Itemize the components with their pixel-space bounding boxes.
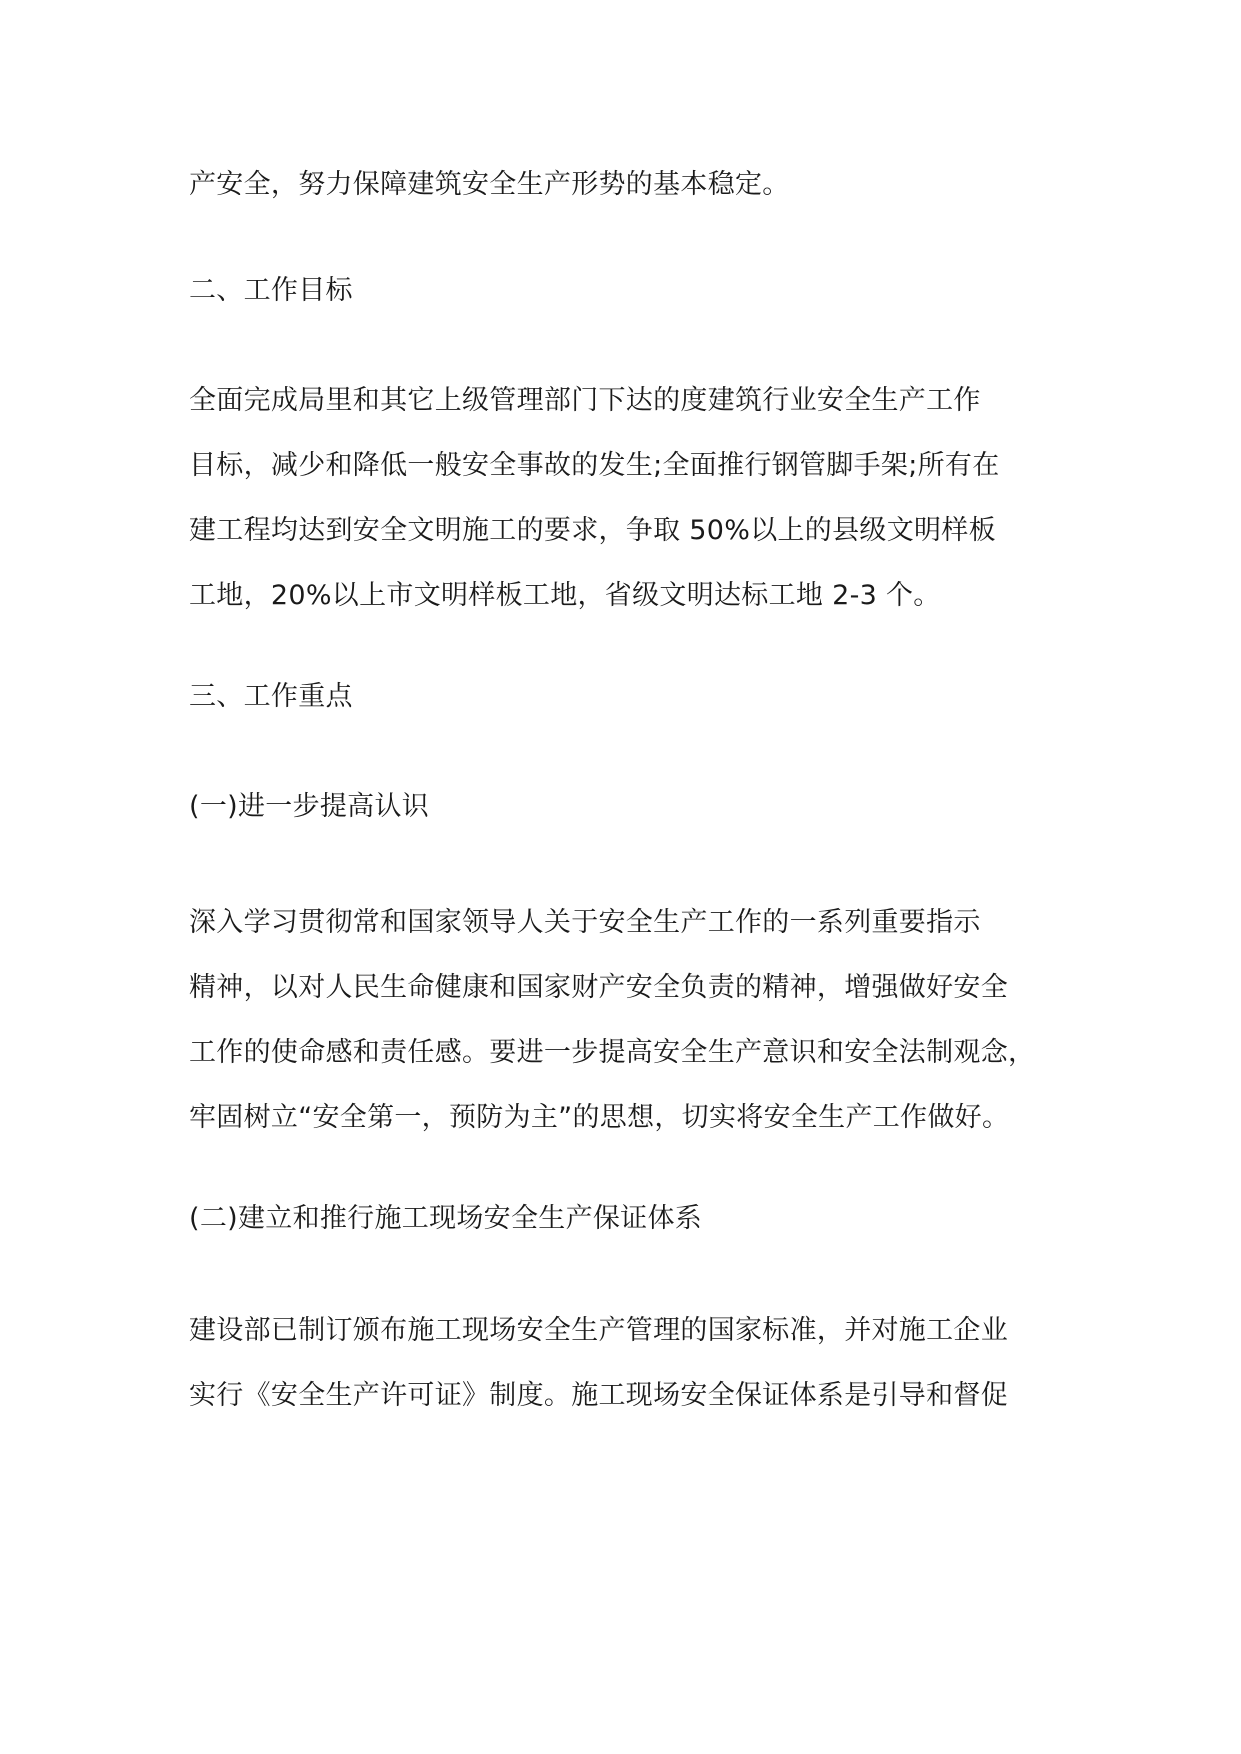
subheading-awareness [189, 774, 1069, 839]
subheading-text: (一)进一步提高认识 [189, 791, 430, 822]
paragraph-intro-ending [189, 152, 1069, 217]
subheading-text: (二)建立和推行施工现场安全生产保证体系 [189, 1203, 703, 1234]
text-line: 牢固树立“安全第一，预防为主”的思想，切实将安全生产工作做好。 [189, 1102, 1010, 1133]
text-line: 全面完成局里和其它上级管理部门下达的度建筑行业安全生产工作 [189, 385, 981, 416]
paragraph-safety-system [189, 1298, 1069, 1428]
heading-text: 二、工作目标 [189, 275, 353, 306]
text-line: 产安全，努力保障建筑安全生产形势的基本稳定。 [189, 169, 790, 200]
paragraph-goals [189, 368, 1069, 628]
subheading-safety-system [189, 1186, 1069, 1251]
text-line: 深入学习贯彻常和国家领导人关于安全生产工作的一系列重要指示 [189, 907, 981, 938]
paragraph-awareness [189, 890, 1069, 1150]
heading-text: 三、工作重点 [189, 681, 353, 712]
text-line: 精神，以对人民生命健康和国家财产安全负责的精神，增强做好安全 [189, 972, 1008, 1003]
text-line: 工地，20%以上市文明样板工地，省级文明达标工地 2-3 个。 [189, 580, 941, 611]
text-line: 建工程均达到安全文明施工的要求，争取 50%以上的县级文明样板 [189, 515, 996, 546]
text-line: 工作的使命感和责任感。要进一步提高安全生产意识和安全法制观念， [189, 1037, 1036, 1068]
text-line: 目标，减少和降低一般安全事故的发生;全面推行钢管脚手架;所有在 [189, 450, 1000, 481]
text-line: 建设部已制订颁布施工现场安全生产管理的国家标准，并对施工企业 [189, 1315, 1008, 1346]
section-heading-goals [189, 258, 1069, 323]
section-heading-focus [189, 664, 1069, 729]
text-line: 实行《安全生产许可证》制度。施工现场安全保证体系是引导和督促 [189, 1380, 1008, 1411]
